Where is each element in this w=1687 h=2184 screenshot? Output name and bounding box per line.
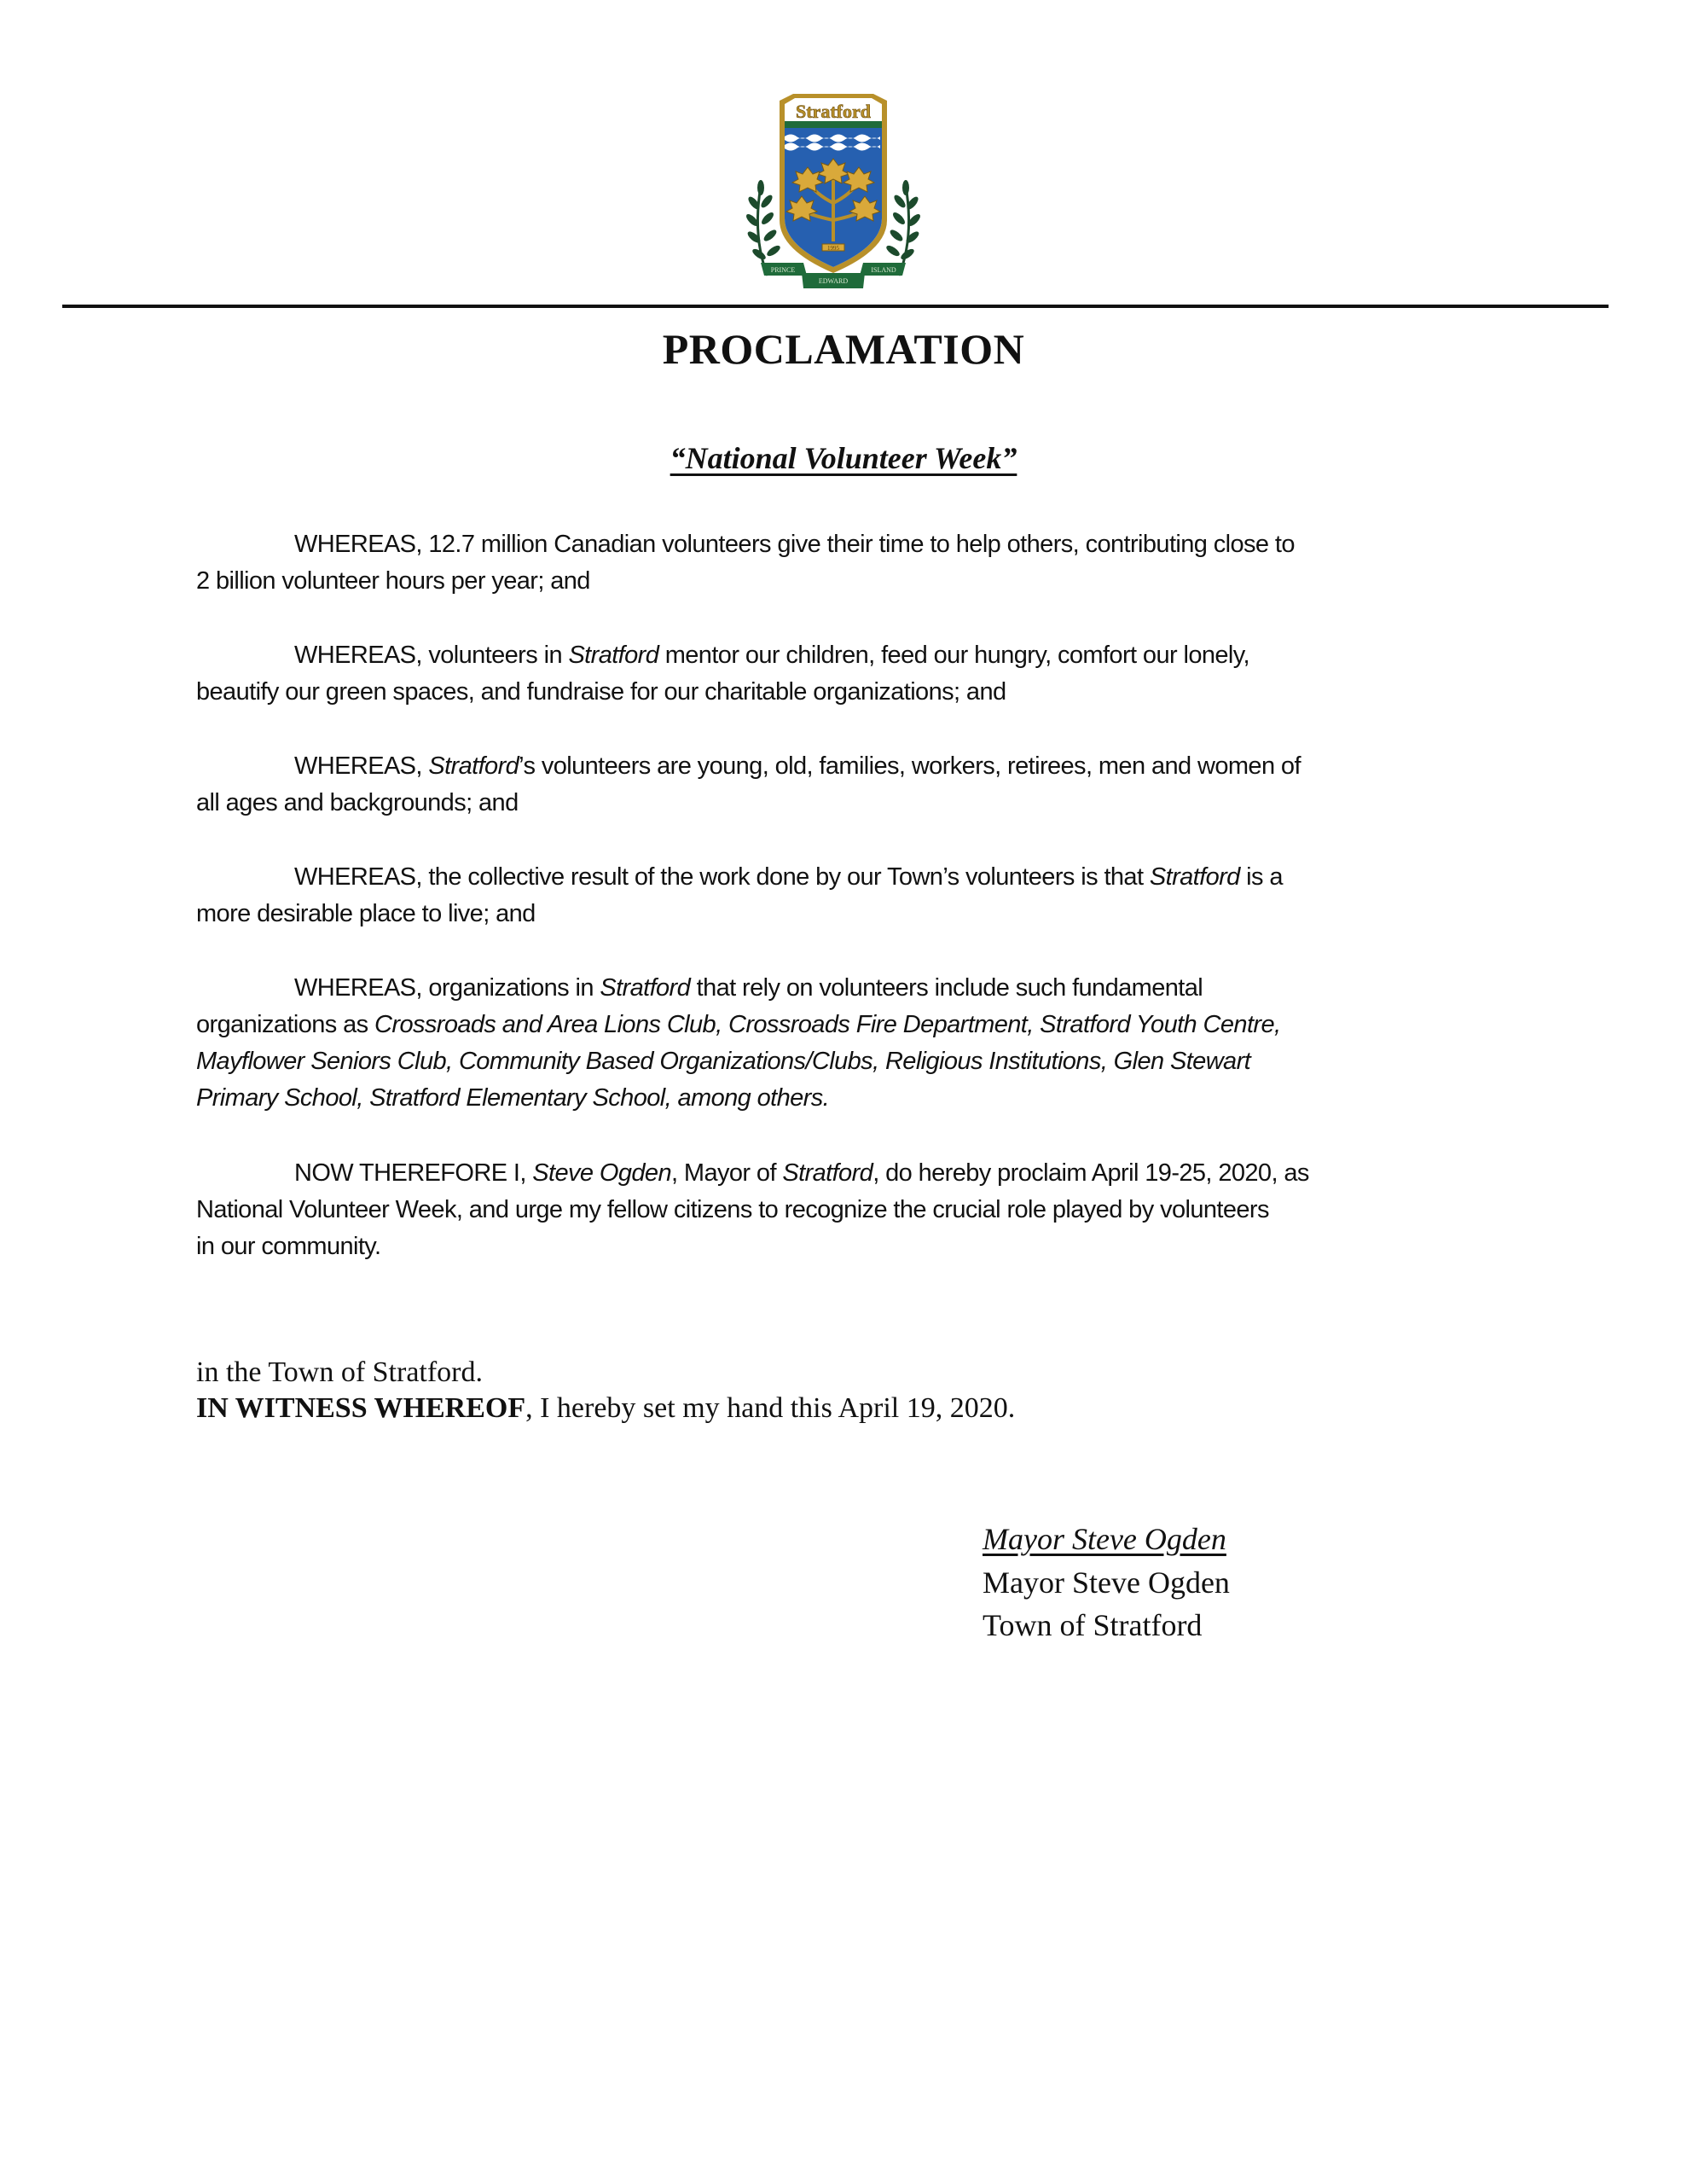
laurel-left-icon bbox=[745, 180, 782, 276]
italic-text: Stratford bbox=[1149, 863, 1240, 891]
italic-text: Stratford bbox=[428, 752, 519, 780]
paragraph-line bbox=[196, 789, 519, 817]
paragraph-line bbox=[196, 1196, 1269, 1224]
witness-bold: IN WITNESS WHEREOF bbox=[196, 1392, 526, 1424]
text: , do hereby proclaim April 19-25, 2020, as bbox=[872, 1159, 1309, 1187]
text: more desirable place to live; and bbox=[196, 900, 536, 927]
paragraph-line bbox=[196, 1048, 1250, 1076]
text: WHEREAS, organizations in bbox=[294, 974, 600, 1002]
text: that rely on volunteers include such fundamental bbox=[690, 974, 1203, 1002]
town-line: in the Town of Stratford. bbox=[196, 1356, 483, 1388]
page-title: PROCLAMATION bbox=[662, 325, 1025, 373]
text: in our community. bbox=[196, 1233, 381, 1260]
signature-office: Town of Stratford bbox=[983, 1608, 1203, 1642]
stratford-crest-logo bbox=[744, 92, 923, 297]
paragraph-line bbox=[294, 1159, 1309, 1188]
paragraph-line bbox=[196, 1011, 1280, 1039]
paragraph-line bbox=[294, 642, 1249, 670]
proclamation-subtitle bbox=[0, 440, 1687, 476]
paragraph-line bbox=[294, 752, 1301, 781]
signature-name: Mayor Steve Ogden bbox=[983, 1565, 1230, 1600]
text: , Mayor of bbox=[670, 1159, 783, 1187]
text: mentor our children, feed our hungry, comfort our lonely, bbox=[658, 642, 1249, 669]
paragraph-line bbox=[294, 863, 1283, 892]
ribbon-text-center: EDWARD bbox=[818, 277, 849, 285]
text: ’s volunteers are young, old, families, workers, retirees, men and women of bbox=[519, 752, 1301, 780]
witness-line bbox=[196, 1392, 1015, 1425]
italic-text: Stratford bbox=[568, 642, 659, 669]
header-rule bbox=[62, 305, 1609, 308]
paragraph-line bbox=[294, 974, 1203, 1002]
crest-name: Stratford bbox=[796, 101, 871, 122]
text: beautify our green spaces, and fundraise for our charitable organizations; and bbox=[196, 678, 1006, 706]
paragraph-line bbox=[196, 678, 1006, 706]
text: National Volunteer Week, and urge my fellow citizens to recognize the crucial role played by volunteers bbox=[196, 1196, 1269, 1223]
paragraph-line bbox=[196, 900, 536, 928]
witness-rest: , I hereby set my hand this April 19, 2020. bbox=[525, 1392, 1016, 1424]
signature-script: Mayor Steve Ogden bbox=[983, 1522, 1226, 1556]
italic-text: Mayflower Seniors Club, Community Based Organizations/Clubs, Religious Institutions, Glen Stewart bbox=[196, 1048, 1251, 1075]
subtitle-text: “National Volunteer Week” bbox=[670, 441, 1017, 475]
text: 2 billion volunteer hours per year; and bbox=[196, 567, 590, 595]
italic-text: Steve Ogden bbox=[532, 1159, 671, 1187]
text: organizations as bbox=[196, 1011, 375, 1038]
paragraph-line bbox=[294, 531, 1295, 559]
text: WHEREAS, bbox=[294, 752, 429, 780]
text: WHEREAS, volunteers in bbox=[294, 642, 569, 669]
italic-text: Stratford bbox=[600, 974, 691, 1002]
text: all ages and backgrounds; and bbox=[196, 789, 519, 816]
text: NOW THEREFORE I, bbox=[294, 1159, 533, 1187]
paragraph-line bbox=[196, 1233, 381, 1261]
ribbon-text-left: PRINCE bbox=[770, 266, 796, 274]
italic-text: Primary School, Stratford Elementary School, among others. bbox=[196, 1084, 830, 1112]
italic-text: Stratford bbox=[782, 1159, 873, 1187]
laurel-right-icon bbox=[884, 180, 922, 276]
text: WHEREAS, the collective result of the work done by our Town’s volunteers is that bbox=[294, 863, 1150, 891]
text: is a bbox=[1239, 863, 1283, 891]
paragraph-line bbox=[196, 567, 590, 595]
paragraph-line bbox=[196, 1084, 829, 1112]
text: WHEREAS, 12.7 million Canadian volunteers give their time to help others, contributing close to bbox=[294, 531, 1295, 558]
italic-text: Crossroads and Area Lions Club, Crossroads Fire Department, Stratford Youth Centre, bbox=[374, 1011, 1281, 1038]
ribbon-text-right: ISLAND bbox=[871, 266, 896, 274]
crest-year: 1995 bbox=[827, 245, 839, 252]
